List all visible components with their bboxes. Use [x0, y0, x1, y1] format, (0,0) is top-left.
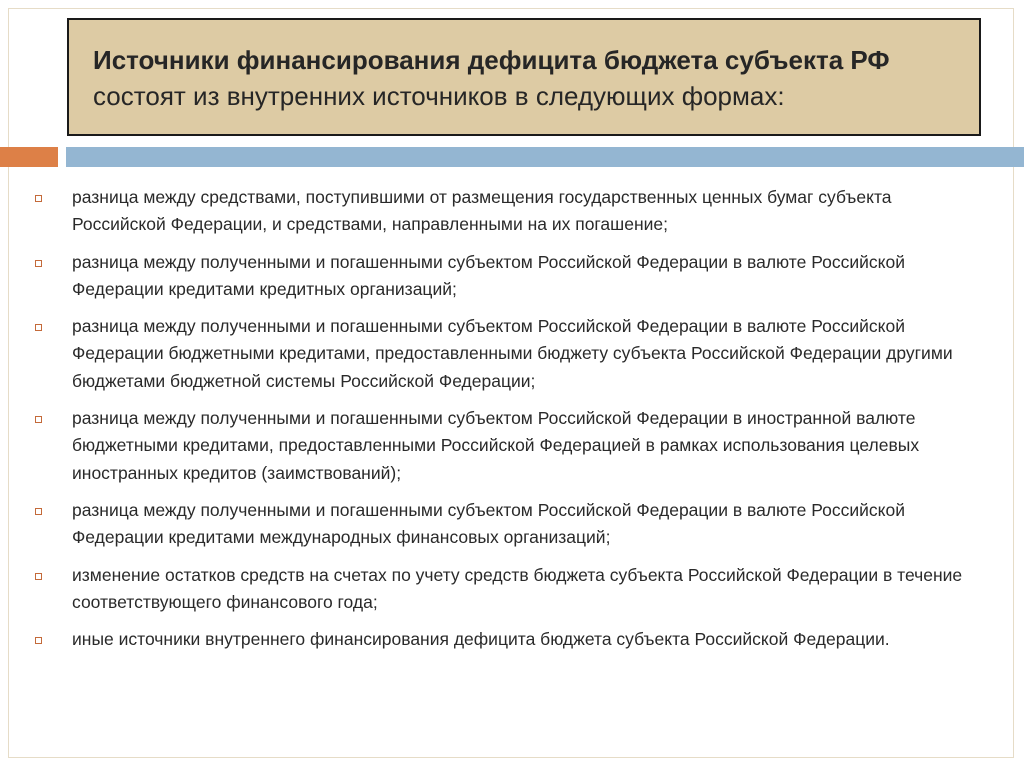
- square-bullet-icon: [35, 573, 42, 580]
- slide-title: [67, 18, 981, 136]
- square-bullet-icon: [35, 324, 42, 331]
- list-item: [30, 313, 990, 395]
- square-bullet-icon: [35, 195, 42, 202]
- list-item: [30, 497, 990, 552]
- list-item: [30, 184, 990, 239]
- title-normal-text: состоят из внутренних источников в следующих формах:: [93, 81, 785, 111]
- list-item: [30, 405, 990, 487]
- list-item-text: изменение остатков средств на счетах по учету средств бюджета субъекта Российской Федерации в течение соответствующего финансового года;: [72, 564, 963, 612]
- list-item-text: разница между средствами, поступившими от размещения государственных ценных бумаг субъекта Российской Федерации, и средствами, направленными на их погашение;: [72, 187, 892, 235]
- slide-content: [30, 184, 990, 663]
- list-item: [30, 562, 990, 617]
- square-bullet-icon: [35, 416, 42, 423]
- title-bold-text: Источники финансирования дефицита бюджета субъекта РФ: [93, 45, 890, 75]
- list-item-text: иные источники внутреннего финансирования дефицита бюджета субъекта Российской Федерации.: [72, 629, 890, 650]
- list-item: [30, 626, 990, 653]
- list-item-text: разница между полученными и погашенными субъектом Российской Федерации в валюте Российской Федерации кредитами международных финансовых организаций;: [72, 499, 906, 548]
- accent-bar-blue: [66, 147, 1024, 167]
- list-item-text: разница между полученными и погашенными субъектом Российской Федерации в валюте Российской Федерации бюджетными кредитами, предоставленными бюджету субъекта Российской Федерации другими бюджетами бюджетной системы Российской Федерации;: [72, 316, 953, 391]
- square-bullet-icon: [35, 260, 42, 267]
- bullet-list: [30, 184, 990, 653]
- square-bullet-icon: [35, 508, 42, 515]
- square-bullet-icon: [35, 637, 42, 644]
- accent-bar-orange: [0, 147, 58, 167]
- list-item-text: разница между полученными и погашенными субъектом Российской Федерации в валюте Российской Федерации кредитами кредитных организаций;: [72, 251, 906, 299]
- list-item: [30, 249, 990, 304]
- list-item-text: разница между полученными и погашенными субъектом Российской Федерации в иностранной валюте бюджетными кредитами, предоставленными Российской Федерацией в рамках использования целевых иностранных кредитов (заимствований);: [72, 408, 920, 483]
